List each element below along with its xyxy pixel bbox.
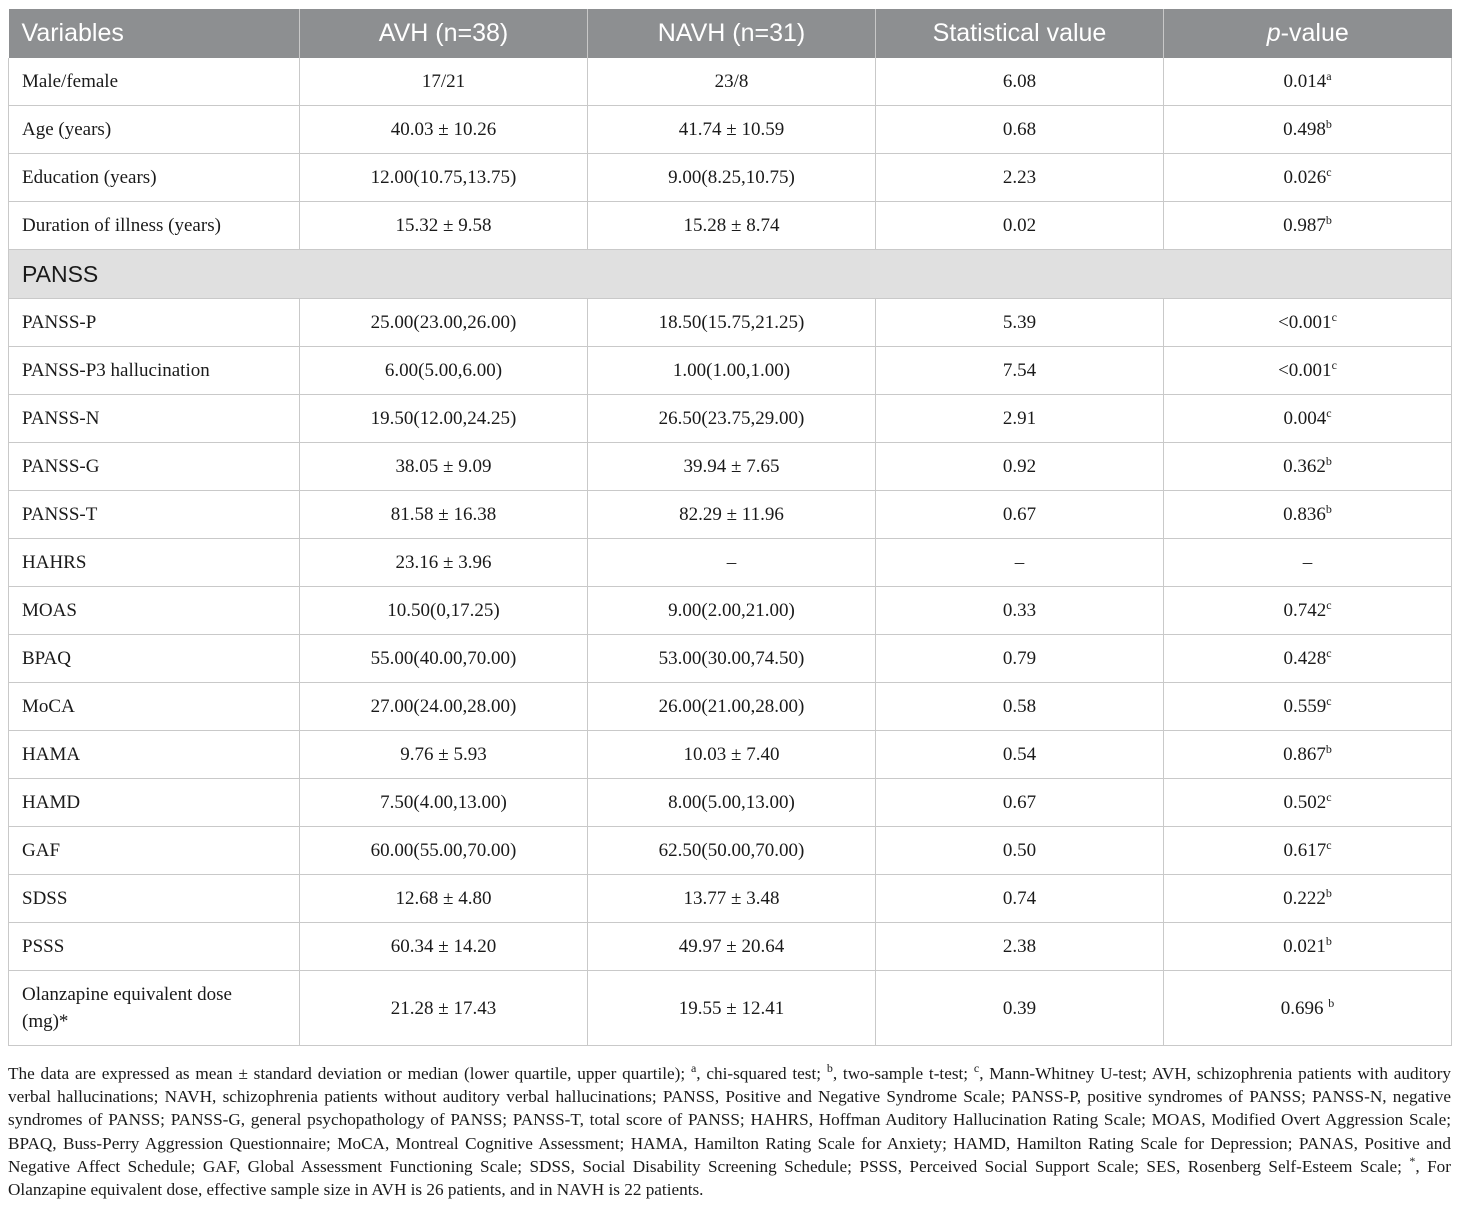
p-value-footnote-marker: b xyxy=(1325,933,1332,948)
cell-p-value-text: 0.867 xyxy=(1283,743,1326,765)
cell-variable-text: MOAS xyxy=(22,599,77,621)
cell-avh-text: 40.03 ± 10.26 xyxy=(390,118,497,140)
cell-variable xyxy=(9,106,300,154)
cell-statistical-value-text: 0.54 xyxy=(1002,743,1037,765)
cell-statistical-value xyxy=(876,731,1164,779)
cell-p-value-text: 0.014 xyxy=(1283,70,1327,92)
p-value-footnote-marker: b xyxy=(1325,453,1332,468)
cell-avh-text: 25.00(23.00,26.00) xyxy=(370,311,517,333)
cell-variable-text: HAMA xyxy=(22,743,81,765)
cell-p-value-text: 0.836 xyxy=(1283,503,1326,525)
cell-navh xyxy=(588,491,876,539)
cell-p-value-text: 0.559 xyxy=(1283,695,1327,717)
cell-avh-text: 27.00(24.00,28.00) xyxy=(370,695,517,717)
header-avh: AVH (n=38) xyxy=(300,9,588,58)
cell-navh xyxy=(588,779,876,827)
cell-statistical-value-text: 6.08 xyxy=(1002,70,1037,92)
cell-variable xyxy=(9,635,300,683)
cell-statistical-value xyxy=(876,587,1164,635)
cell-statistical-value-text: 0.68 xyxy=(1002,118,1037,140)
cell-variable-text: GAF xyxy=(22,839,61,861)
cell-statistical-value xyxy=(876,971,1164,1046)
footnote-text: , For Olanzapine equivalent dose, effective sample size in AVH is 26 patients, and in NAVH is 22 patients. xyxy=(8,1156,1451,1200)
p-value-footnote-marker: a xyxy=(1326,68,1332,83)
table-row xyxy=(9,587,1452,635)
cell-avh-text: 55.00(40.00,70.00) xyxy=(370,647,517,669)
cell-p-value xyxy=(1164,731,1452,779)
cell-variable xyxy=(9,491,300,539)
cell-avh-text: 7.50(4.00,13.00) xyxy=(380,791,507,813)
cell-p-value-text: 0.004 xyxy=(1283,407,1327,429)
cell-navh-text: 26.00(21.00,28.00) xyxy=(658,695,805,717)
cell-p-value-text: 0.021 xyxy=(1283,935,1326,957)
cell-p-value-text: 0.696 xyxy=(1280,997,1329,1019)
cell-navh-text: 41.74 ± 10.59 xyxy=(678,118,785,140)
cell-statistical-value-text: 5.39 xyxy=(1002,311,1037,333)
cell-avh xyxy=(300,683,588,731)
cell-navh xyxy=(588,202,876,250)
footnote-text: , chi-squared test; xyxy=(696,1064,827,1083)
cell-p-value xyxy=(1164,683,1452,731)
cell-p-value xyxy=(1164,923,1452,971)
table-row xyxy=(9,106,1452,154)
cell-variable-text: Olanzapine equivalent dose (mg)* xyxy=(22,984,232,1032)
cell-statistical-value-text: 0.58 xyxy=(1002,695,1037,717)
cell-navh-text: 82.29 ± 11.96 xyxy=(679,503,784,525)
p-value-footnote-marker: c xyxy=(1326,789,1332,804)
cell-avh xyxy=(300,443,588,491)
cell-navh xyxy=(588,635,876,683)
cell-p-value xyxy=(1164,299,1452,347)
cell-navh-text: 18.50(15.75,21.25) xyxy=(658,311,805,333)
table-row xyxy=(9,539,1452,587)
cell-variable-text: PANSS-N xyxy=(22,407,100,429)
cell-navh-text: 9.00(2.00,21.00) xyxy=(668,599,795,621)
cell-avh xyxy=(300,971,588,1046)
table-row xyxy=(9,491,1452,539)
cell-statistical-value xyxy=(876,395,1164,443)
cell-navh xyxy=(588,923,876,971)
table-row xyxy=(9,154,1452,202)
cell-p-value-text: 0.498 xyxy=(1283,118,1326,140)
cell-statistical-value-text: 0.02 xyxy=(1002,214,1037,236)
header-row xyxy=(9,9,1452,58)
cell-statistical-value-text: 0.39 xyxy=(1002,997,1037,1019)
cell-variable-text: HAMD xyxy=(22,791,81,813)
cell-variable xyxy=(9,731,300,779)
table-row xyxy=(9,635,1452,683)
cell-statistical-value-text: 0.50 xyxy=(1002,839,1037,861)
cell-p-value xyxy=(1164,779,1452,827)
p-value-footnote-marker: c xyxy=(1326,405,1332,420)
cell-variable xyxy=(9,443,300,491)
cell-p-value-text: – xyxy=(1302,551,1313,573)
demographics-table xyxy=(8,9,1452,1046)
cell-statistical-value xyxy=(876,779,1164,827)
header-navh: NAVH (n=31) xyxy=(588,9,876,58)
cell-avh-text: 10.50(0,17.25) xyxy=(387,599,500,621)
footnote-marker: * xyxy=(1409,1153,1416,1168)
cell-avh-text: 15.32 ± 9.58 xyxy=(395,214,492,236)
cell-variable-text: HAHRS xyxy=(22,551,87,573)
cell-p-value xyxy=(1164,827,1452,875)
cell-statistical-value-text: 0.92 xyxy=(1002,455,1037,477)
data-table-container xyxy=(8,9,1451,1046)
cell-navh xyxy=(588,827,876,875)
cell-statistical-value-text: 0.33 xyxy=(1002,599,1037,621)
table-row xyxy=(9,395,1452,443)
cell-statistical-value xyxy=(876,923,1164,971)
cell-navh-text: 19.55 ± 12.41 xyxy=(678,997,785,1019)
cell-avh xyxy=(300,827,588,875)
cell-variable-text: Age (years) xyxy=(22,118,112,140)
cell-statistical-value xyxy=(876,539,1164,587)
cell-navh xyxy=(588,683,876,731)
cell-p-value xyxy=(1164,395,1452,443)
table-row xyxy=(9,827,1452,875)
cell-avh xyxy=(300,539,588,587)
table-body xyxy=(9,58,1452,1046)
cell-p-value xyxy=(1164,58,1452,106)
cell-variable xyxy=(9,971,300,1046)
cell-statistical-value xyxy=(876,58,1164,106)
cell-navh xyxy=(588,971,876,1046)
p-value-footnote-marker: b xyxy=(1328,995,1335,1010)
cell-p-value-text: 0.362 xyxy=(1283,455,1326,477)
cell-variable xyxy=(9,395,300,443)
cell-statistical-value-text: 2.91 xyxy=(1002,407,1037,429)
table-header xyxy=(9,9,1452,58)
cell-p-value xyxy=(1164,443,1452,491)
cell-variable xyxy=(9,779,300,827)
cell-navh-text: 13.77 ± 3.48 xyxy=(683,887,780,909)
cell-avh xyxy=(300,106,588,154)
cell-navh xyxy=(588,731,876,779)
cell-avh xyxy=(300,395,588,443)
p-value-footnote-marker: c xyxy=(1331,357,1337,372)
table-row xyxy=(9,923,1452,971)
cell-variable-text: PANSS-T xyxy=(22,503,98,525)
cell-avh xyxy=(300,347,588,395)
cell-p-value xyxy=(1164,202,1452,250)
p-value-footnote-marker: c xyxy=(1326,164,1332,179)
table-footnote xyxy=(8,1062,1451,1201)
cell-avh-text: 6.00(5.00,6.00) xyxy=(384,359,503,381)
cell-statistical-value xyxy=(876,154,1164,202)
p-value-footnote-marker: c xyxy=(1326,597,1332,612)
cell-p-value-text: 0.026 xyxy=(1283,166,1327,188)
table-row xyxy=(9,875,1452,923)
p-value-footnote-marker: c xyxy=(1326,645,1332,660)
cell-avh-text: 60.34 ± 14.20 xyxy=(390,935,497,957)
cell-variable-text: SDSS xyxy=(22,887,68,909)
cell-variable xyxy=(9,154,300,202)
table-row xyxy=(9,299,1452,347)
cell-statistical-value xyxy=(876,875,1164,923)
p-value-footnote-marker: b xyxy=(1325,885,1332,900)
cell-p-value-text: 0.428 xyxy=(1283,647,1327,669)
table-row xyxy=(9,347,1452,395)
cell-navh xyxy=(588,443,876,491)
cell-statistical-value-text: 0.67 xyxy=(1002,791,1037,813)
cell-variable-text: PANSS-P3 hallucination xyxy=(22,359,210,381)
cell-variable-text: PSSS xyxy=(22,935,65,957)
cell-statistical-value xyxy=(876,491,1164,539)
cell-variable xyxy=(9,202,300,250)
cell-navh xyxy=(588,875,876,923)
cell-avh xyxy=(300,491,588,539)
cell-navh-text: 23/8 xyxy=(714,70,749,92)
table-row xyxy=(9,683,1452,731)
cell-variable-text: PANSS-G xyxy=(22,455,100,477)
cell-p-value xyxy=(1164,106,1452,154)
cell-navh xyxy=(588,299,876,347)
footnote-marker: b xyxy=(826,1061,833,1075)
cell-statistical-value xyxy=(876,635,1164,683)
cell-p-value-text: 0.502 xyxy=(1283,791,1327,813)
cell-variable xyxy=(9,827,300,875)
cell-variable xyxy=(9,923,300,971)
cell-avh xyxy=(300,299,588,347)
cell-variable-text: Male/female xyxy=(22,70,119,92)
cell-navh xyxy=(588,587,876,635)
cell-avh xyxy=(300,875,588,923)
cell-navh xyxy=(588,58,876,106)
cell-variable-text: Education (years) xyxy=(22,166,157,188)
cell-avh-text: 21.28 ± 17.43 xyxy=(390,997,497,1019)
cell-avh xyxy=(300,779,588,827)
cell-p-value xyxy=(1164,587,1452,635)
cell-statistical-value-text: 7.54 xyxy=(1002,359,1037,381)
cell-navh-text: 53.00(30.00,74.50) xyxy=(658,647,805,669)
footnote-marker: c xyxy=(973,1061,980,1075)
cell-variable xyxy=(9,875,300,923)
cell-p-value xyxy=(1164,971,1452,1046)
cell-p-value xyxy=(1164,347,1452,395)
cell-navh-text: 49.97 ± 20.64 xyxy=(678,935,785,957)
cell-p-value xyxy=(1164,539,1452,587)
cell-navh xyxy=(588,347,876,395)
cell-avh-text: 81.58 ± 16.38 xyxy=(390,503,497,525)
section-label: PANSS xyxy=(9,250,1452,299)
cell-avh xyxy=(300,587,588,635)
cell-variable-text: BPAQ xyxy=(22,647,71,669)
cell-navh-text: 39.94 ± 7.65 xyxy=(683,455,780,477)
cell-navh-text: 15.28 ± 8.74 xyxy=(683,214,780,236)
section-row xyxy=(9,250,1452,299)
table-row xyxy=(9,443,1452,491)
cell-statistical-value-text: 2.38 xyxy=(1002,935,1037,957)
footnote-text: , two-sample t-test; xyxy=(832,1064,974,1083)
cell-statistical-value xyxy=(876,683,1164,731)
cell-variable xyxy=(9,683,300,731)
cell-p-value xyxy=(1164,491,1452,539)
cell-navh xyxy=(588,539,876,587)
cell-p-value xyxy=(1164,635,1452,683)
cell-avh xyxy=(300,154,588,202)
cell-navh-text: 8.00(5.00,13.00) xyxy=(668,791,795,813)
cell-navh-text: 9.00(8.25,10.75) xyxy=(668,166,795,188)
cell-statistical-value xyxy=(876,443,1164,491)
p-value-footnote-marker: b xyxy=(1325,741,1332,756)
header-variables: Variables xyxy=(9,9,300,58)
cell-avh xyxy=(300,635,588,683)
cell-avh-text: 12.68 ± 4.80 xyxy=(395,887,492,909)
cell-p-value xyxy=(1164,875,1452,923)
cell-avh-text: 17/21 xyxy=(421,70,466,92)
header-p-value: p-value xyxy=(1164,9,1452,58)
cell-p-value-text: 0.617 xyxy=(1283,839,1327,861)
table-row xyxy=(9,731,1452,779)
cell-p-value xyxy=(1164,154,1452,202)
cell-navh-text: 26.50(23.75,29.00) xyxy=(658,407,805,429)
cell-p-value-text: <0.001 xyxy=(1278,359,1332,381)
cell-variable xyxy=(9,347,300,395)
cell-statistical-value-text: 2.23 xyxy=(1002,166,1037,188)
cell-avh xyxy=(300,58,588,106)
cell-variable-text: MoCA xyxy=(22,695,75,717)
cell-navh-text: 1.00(1.00,1.00) xyxy=(672,359,791,381)
cell-statistical-value xyxy=(876,347,1164,395)
p-value-footnote-marker: c xyxy=(1331,309,1337,324)
cell-statistical-value-text: – xyxy=(1014,551,1025,573)
cell-variable xyxy=(9,539,300,587)
p-value-footnote-marker: b xyxy=(1325,501,1332,516)
cell-statistical-value xyxy=(876,299,1164,347)
cell-avh-text: 60.00(55.00,70.00) xyxy=(370,839,517,861)
cell-variable-text: Duration of illness (years) xyxy=(22,214,221,236)
cell-navh-text: 62.50(50.00,70.00) xyxy=(658,839,805,861)
cell-p-value-text: 0.987 xyxy=(1283,214,1326,236)
cell-avh xyxy=(300,731,588,779)
p-value-footnote-marker: b xyxy=(1325,116,1332,131)
header-statistical-value: Statistical value xyxy=(876,9,1164,58)
table-row xyxy=(9,779,1452,827)
cell-avh-text: 23.16 ± 3.96 xyxy=(395,551,492,573)
cell-navh-text: 10.03 ± 7.40 xyxy=(683,743,780,765)
cell-navh xyxy=(588,106,876,154)
cell-variable xyxy=(9,587,300,635)
cell-avh-text: 38.05 ± 9.09 xyxy=(395,455,492,477)
cell-statistical-value-text: 0.79 xyxy=(1002,647,1037,669)
cell-variable xyxy=(9,58,300,106)
footnote-text: , Mann-Whitney U-test; AVH, schizophrenia patients with auditory verbal hallucinations; NAVH, schizophrenia patients without auditory verbal hallucinations; PANSS, Positive and Negative Syndrome Scale; PANSS-P, positive syndromes of PANSS; PANSS-N, negative syndromes of PANSS; PANSS-G, general psychopathology of PANSS; PANSS-T, total score of PANSS; HAHRS, Hoffman Auditory Hallucination Rating Scale; MOAS, Modified Overt Aggression Scale; BPAQ, Buss-Perry Aggression Questionnaire; MoCA, Montreal Cognitive Assessment; HAMA, Hamilton Rating Scale for Anxiety; HAMD, Hamilton Rating Scale for Depression; PANAS, Positive and Negative Affect Schedule; GAF, Global Assessment Functioning Scale; SDSS, Social Disability Screening Schedule; PSSS, Perceived Social Support Scale; SES, Rosenberg Self-Esteem Scale; xyxy=(8,1064,1452,1176)
cell-statistical-value-text: 0.67 xyxy=(1002,503,1037,525)
cell-p-value-text: 0.222 xyxy=(1283,887,1326,909)
p-value-footnote-marker: c xyxy=(1326,837,1332,852)
cell-p-value-text: 0.742 xyxy=(1283,599,1327,621)
cell-variable xyxy=(9,299,300,347)
footnote-marker: a xyxy=(690,1061,697,1075)
cell-statistical-value xyxy=(876,202,1164,250)
p-value-footnote-marker: b xyxy=(1325,212,1332,227)
cell-variable-text: PANSS-P xyxy=(22,311,97,333)
cell-statistical-value xyxy=(876,827,1164,875)
cell-avh-text: 19.50(12.00,24.25) xyxy=(370,407,517,429)
cell-navh xyxy=(588,154,876,202)
cell-avh-text: 9.76 ± 5.93 xyxy=(400,743,487,765)
cell-avh-text: 12.00(10.75,13.75) xyxy=(370,166,517,188)
cell-p-value-text: <0.001 xyxy=(1278,311,1332,333)
cell-navh-text: – xyxy=(726,551,737,573)
cell-statistical-value xyxy=(876,106,1164,154)
p-value-footnote-marker: c xyxy=(1326,693,1332,708)
cell-navh xyxy=(588,395,876,443)
cell-statistical-value-text: 0.74 xyxy=(1002,887,1037,909)
cell-avh xyxy=(300,923,588,971)
table-row xyxy=(9,971,1452,1046)
table-row xyxy=(9,58,1452,106)
table-row xyxy=(9,202,1452,250)
footnote-text: The data are expressed as mean ± standard deviation or median (lower quartile, upper quartile); xyxy=(8,1064,691,1083)
cell-avh xyxy=(300,202,588,250)
